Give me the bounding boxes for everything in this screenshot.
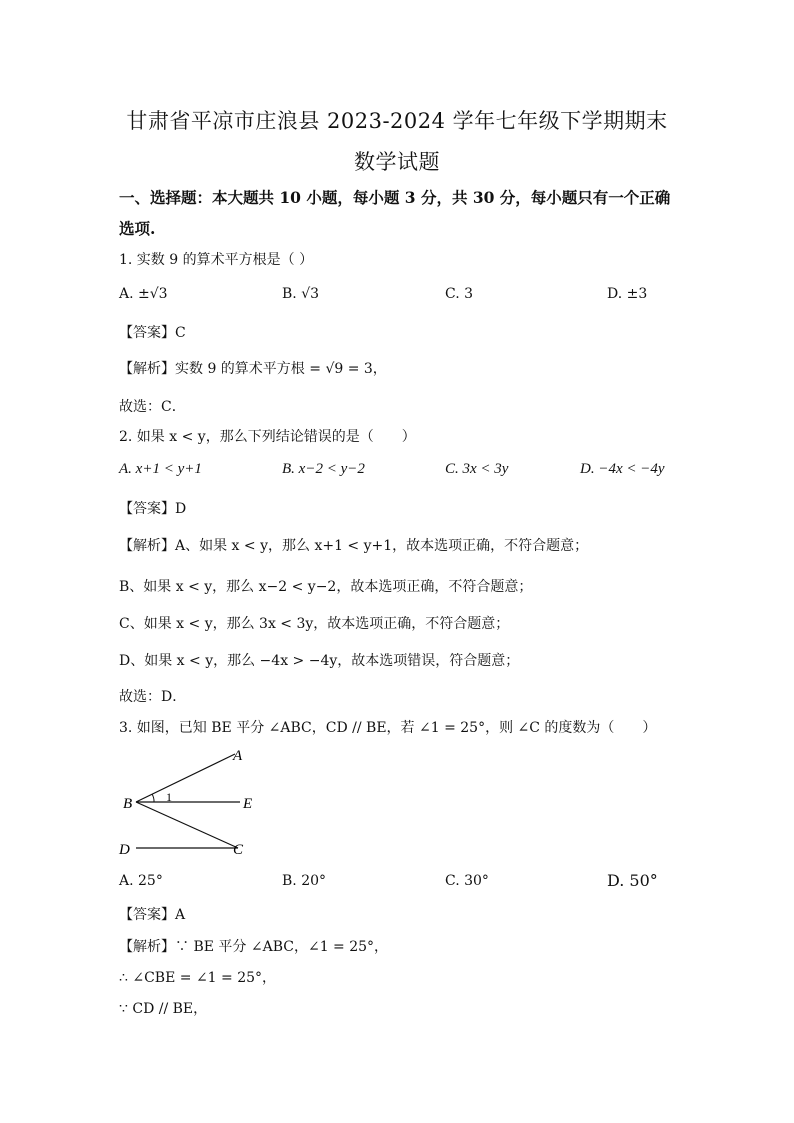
q2-option-b: B. x−2 < y−2 (282, 461, 365, 477)
q3-answer: 【答案】A (119, 907, 186, 923)
q3-option-b: B. 20° (282, 873, 327, 889)
q3-analysis-1: 【解析】∵ BE 平分 ∠ABC，∠1 = 25°， (119, 939, 389, 955)
angle-1-label: 1 (166, 790, 172, 804)
document-title: 甘肃省平凉市庄浪县 2023-2024 学年七年级下学期期末 (126, 109, 668, 133)
q1-analysis: 【解析】实数 9 的算术平方根 = √9 = 3， (119, 361, 387, 377)
q3-geometry-figure (110, 742, 270, 862)
q2-conclusion: 故选：D． (119, 689, 187, 705)
q2-option-d: D. −4x < −4y (580, 461, 665, 477)
angle-1-arc (152, 794, 154, 802)
q1-option-a: A. ±√3 (119, 286, 168, 302)
q2-option-a: A. x+1 < y+1 (119, 461, 202, 477)
ray-ba (136, 754, 235, 802)
q3-stem: 3. 如图，已知 BE 平分 ∠ABC，CD // BE，若 ∠1 = 25°，则 ∠C 的度数为（ ） (119, 720, 657, 736)
q2-analysis-d: D、如果 x < y，那么 −4x > −4y，故本选项错误，符合题意； (119, 653, 520, 669)
q2-analysis-b: B、如果 x < y，那么 x−2 < y−2，故本选项正确，不符合题意； (119, 579, 533, 595)
q2-analysis-a: 【解析】A、如果 x < y，那么 x+1 < y+1，故本选项正确，不符合题意； (119, 538, 589, 554)
q1-option-d: D. ±3 (607, 286, 648, 302)
angle-diagram (110, 742, 270, 862)
q2-stem: 2. 如果 x < y，那么下列结论错误的是（ ） (119, 429, 416, 445)
label-c: C (233, 842, 244, 858)
label-d: D (119, 842, 130, 858)
label-a: A (233, 748, 243, 764)
q1-option-b: B. √3 (282, 286, 320, 302)
section-heading: 一、选择题：本大题共 10 小题，每小题 3 分，共 30 分，每小题只有一个正确 (119, 188, 671, 207)
q1-conclusion: 故选：C． (119, 399, 186, 415)
q3-option-a: A. 25° (119, 873, 163, 889)
label-e: E (243, 796, 253, 812)
label-b: B (123, 796, 133, 812)
q1-stem: 1. 实数 9 的算术平方根是（ ） (119, 252, 314, 268)
q2-analysis-c: C、如果 x < y，那么 3x < 3y，故本选项正确，不符合题意； (119, 616, 510, 632)
section-heading-cont: 选项. (119, 219, 156, 238)
q2-answer: 【答案】D (119, 501, 187, 517)
q1-answer: 【答案】C (119, 325, 186, 341)
q2-option-c: C. 3x < 3y (445, 461, 509, 477)
q3-analysis-2: ∴ ∠CBE = ∠1 = 25°， (119, 970, 277, 986)
q3-option-c: C. 30° (445, 873, 489, 889)
document-subtitle: 数学试题 (354, 150, 440, 174)
ray-bc (136, 802, 238, 848)
q1-option-c: C. 3 (445, 286, 474, 302)
q3-option-d: D. 50° (607, 871, 658, 890)
q3-analysis-3: ∵ CD // BE， (119, 1001, 208, 1017)
